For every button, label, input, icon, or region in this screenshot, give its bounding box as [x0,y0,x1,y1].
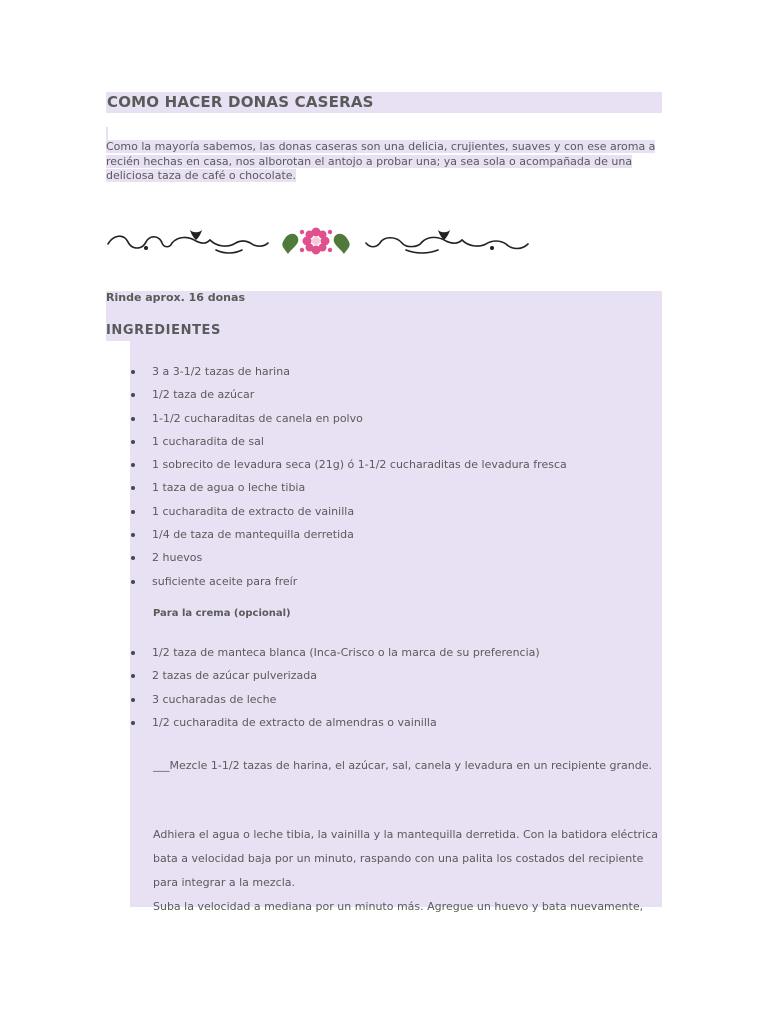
list-item: 2 huevos [130,550,567,573]
intro-paragraph: Como la mayoría sabemos, las donas caseras son una delicia, crujientes, suaves y con ese aroma a recién hechas en casa, nos alborotan el antojo a probar una; ya sea sola o acompañada de una deliciosa taza de café o chocolate. [106,140,656,182]
list-item: 1/2 taza de manteca blanca (Inca-Crisco o la marca de su preferencia) [130,645,540,668]
page-title: COMO HACER DONAS CASERAS [106,92,662,113]
highlight-marker [106,127,108,141]
list-item: 1 cucharadita de sal [130,434,567,457]
step-paragraph: ___Mezcle 1-1/2 tazas de harina, el azúcar, sal, canela y levadura en un recipiente grande. [153,759,653,772]
cream-ingredients-list [130,645,540,738]
list-item: 1-1/2 cucharaditas de canela en polvo [130,411,567,434]
list-item: 3 cucharadas de leche [130,692,540,715]
list-item: 1 cucharadita de extracto de vainilla [130,504,567,527]
list-item: 1 taza de agua o leche tibia [130,480,567,503]
yield-text: Rinde aprox. 16 donas [106,291,245,304]
step-paragraph: Suba la velocidad a mediana por un minuto más. Agregue un huevo y bata nuevamente, [153,900,644,913]
list-item: 3 a 3-1/2 tazas de harina [130,364,567,387]
cream-heading: Para la crema (opcional) [153,608,291,619]
floral-divider-icon [106,226,532,258]
list-item: 2 tazas de azúcar pulverizada [130,668,540,691]
list-item: 1 sobrecito de levadura seca (21g) ó 1-1/2 cucharaditas de levadura fresca [130,457,567,480]
list-item: 1/2 cucharadita de extracto de almendras o vainilla [130,715,540,738]
ingredients-heading: INGREDIENTES [106,323,221,338]
list-item: suficiente aceite para freír [130,574,567,597]
list-item: 1/2 taza de azúcar [130,387,567,410]
step-paragraph: Adhiera el agua o leche tibia, la vainilla y la mantequilla derretida. Con la batidora eléctrica bata a velocidad baja por un minuto, raspando con una palita los costados del recipiente para integrar a la mezcla. [153,828,659,889]
list-item: 1/4 de taza de mantequilla derretida [130,527,567,550]
ingredients-list [130,364,567,597]
